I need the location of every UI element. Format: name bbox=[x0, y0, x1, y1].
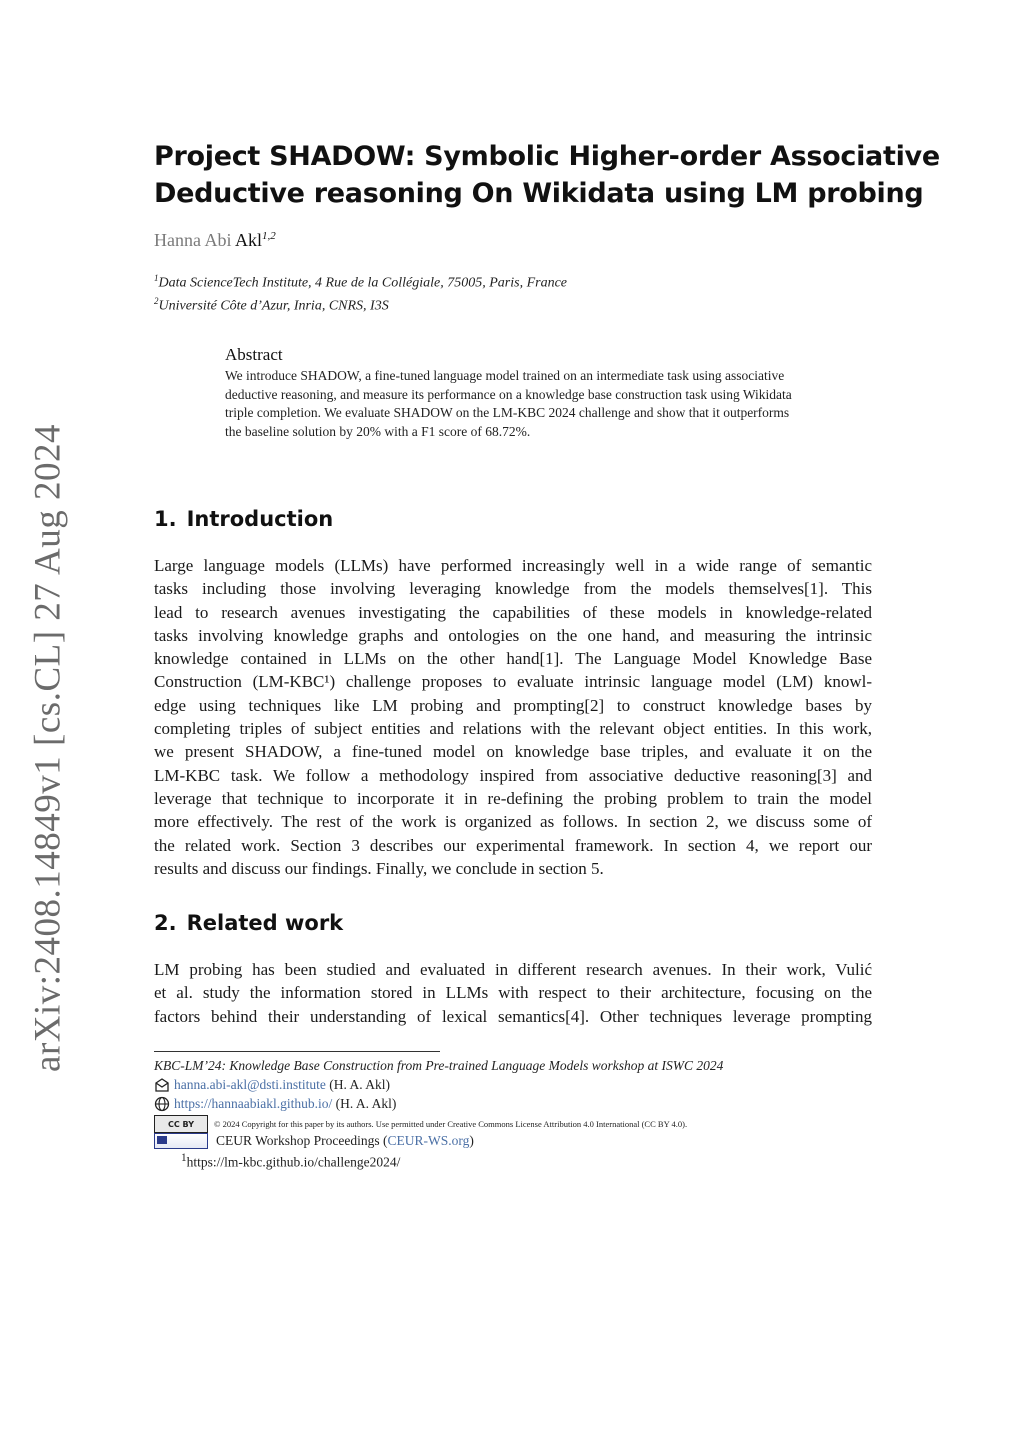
ceur-logo-icon bbox=[154, 1133, 208, 1149]
email-owner: (H. A. Akl) bbox=[329, 1077, 391, 1092]
paragraph-line: tasks involving knowledge graphs and ontologies on the one hand, and measuring the intrinsic bbox=[154, 625, 872, 645]
paragraph-line: tasks including those involving leveraging knowledge from the models themselves[1]. This bbox=[154, 579, 872, 599]
related-work-paragraph bbox=[154, 958, 872, 1028]
title-line: Project SHADOW: Symbolic Higher-order Associative bbox=[154, 141, 940, 172]
abstract-line: triple completion. We evaluate SHADOW on the LM-KBC 2024 challenge and show that it outperforms bbox=[225, 405, 790, 421]
footnote-divider bbox=[154, 1051, 440, 1052]
email-link[interactable]: hanna.abi-akl@dsti.institute bbox=[174, 1077, 326, 1092]
section-heading-introduction bbox=[154, 507, 333, 531]
copyright-text: © 2024 Copyright for this paper by its authors. Use permitted under Creative Commons License Attribution 4.0 International (CC BY 4.0). bbox=[214, 1119, 688, 1129]
paragraph-line: knowledge contained in LLMs on the other hand[1]. The Language Model Knowledge Base bbox=[154, 649, 872, 669]
paragraph-line: Construction (LM-KBC¹) challenge proposes to evaluate intrinsic language model (LM) knowl- bbox=[154, 672, 872, 692]
author bbox=[154, 230, 276, 251]
paragraph-line: edge using techniques like LM probing and prompting[2] to construct knowledge bases by bbox=[154, 695, 872, 715]
paragraph-line: more effectively. The rest of the work is organized as follows. In section 2, we discuss some of bbox=[154, 812, 872, 832]
website-link[interactable]: https://hannaabiakl.github.io/ bbox=[174, 1096, 333, 1111]
paragraph-line: factors behind their understanding of lexical semantics[4]. Other techniques leverage prompting bbox=[154, 1006, 872, 1026]
footnote-ceur-row bbox=[154, 1133, 474, 1149]
author-first-name: Hanna Abi bbox=[154, 230, 232, 250]
affiliation-2 bbox=[154, 296, 389, 315]
footnote-website-row bbox=[154, 1096, 396, 1112]
affiliation-1 bbox=[154, 273, 567, 292]
abstract-body bbox=[225, 367, 873, 441]
paragraph-line: et al. study the information stored in LLMs with respect to their architecture, focusing on the bbox=[154, 983, 872, 1003]
affiliation-text: Data ScienceTech Institute, 4 Rue de la Collégiale, 75005, Paris, France bbox=[158, 275, 568, 291]
abstract-line: deductive reasoning, and measure its performance on a knowledge base construction task using Wikidata bbox=[225, 386, 792, 402]
paragraph-line: LM-KBC task. We follow a methodology inspired from associative deductive reasoning[3] and bbox=[154, 765, 872, 785]
globe-icon bbox=[154, 1096, 170, 1112]
paragraph-line: LM probing has been studied and evaluated in different research avenues. In their work, Vulić bbox=[154, 960, 872, 979]
paragraph-line: the related work. Section 3 describes our experimental framework. In section 4, we report our bbox=[154, 835, 872, 855]
paper-title bbox=[154, 138, 940, 212]
abstract-line: the baseline solution by 20% with a F1 score of 68.72%. bbox=[225, 423, 531, 439]
paragraph-line: completing triples of subject entities and relations with the relevant object entities. In this work, bbox=[154, 719, 872, 739]
affiliation-text: Université Côte d’Azur, Inria, CNRS, I3S bbox=[158, 298, 389, 314]
affiliation-mark: 1 bbox=[154, 273, 159, 283]
arxiv-identifier-text: arXiv:2408.14849v1 [cs.CL] 27 Aug 2024 bbox=[27, 424, 69, 1072]
ceur-link[interactable]: CEUR-WS.org bbox=[387, 1133, 470, 1148]
footnote-copyright-row bbox=[154, 1115, 687, 1133]
section-number: 1. bbox=[154, 507, 177, 531]
paragraph-line: Large language models (LLMs) have performed increasingly well in a wide range of semantic bbox=[154, 556, 872, 575]
paragraph-line: we present SHADOW, a fine-tuned model on knowledge base triples, and evaluate it on the bbox=[154, 742, 872, 762]
footnote-1 bbox=[181, 1152, 400, 1171]
website-owner: (H. A. Akl) bbox=[335, 1096, 397, 1111]
paragraph-line: results and discuss our findings. Finally, we conclude in section 5. bbox=[154, 858, 604, 878]
introduction-paragraph bbox=[154, 554, 872, 880]
abstract-heading: Abstract bbox=[225, 345, 283, 364]
arxiv-identifier bbox=[22, 424, 74, 1072]
footnote-1-text: https://lm-kbc.github.io/challenge2024/ bbox=[186, 1154, 401, 1170]
footnote-email-row bbox=[154, 1077, 390, 1093]
paragraph-line: leverage that technique to incorporate it in re-defining the probing problem to train the model bbox=[154, 788, 872, 808]
footnote-mark: 1 bbox=[181, 1152, 187, 1164]
footnote-venue: KBC-LM’24: Knowledge Base Construction from Pre-trained Language Models workshop at ISWC 2024 bbox=[154, 1058, 724, 1073]
affiliation-mark: 2 bbox=[154, 296, 159, 306]
abstract-line: We introduce SHADOW, a fine-tuned language model trained on an intermediate task using associative bbox=[225, 368, 785, 383]
cc-license-badge: CC BY bbox=[154, 1115, 208, 1133]
section-heading-related-work bbox=[154, 911, 343, 935]
author-last-name: Akl bbox=[235, 230, 262, 250]
ceur-text: CEUR Workshop Proceedings ( bbox=[216, 1133, 388, 1148]
envelope-icon bbox=[154, 1077, 170, 1093]
section-title: Related work bbox=[186, 911, 344, 935]
title-line: Deductive reasoning On Wikidata using LM probing bbox=[154, 178, 924, 209]
section-number: 2. bbox=[154, 911, 177, 935]
section-title: Introduction bbox=[186, 507, 334, 531]
author-affiliation-marks: 1,2 bbox=[262, 230, 276, 242]
paragraph-line: lead to research avenues investigating the capabilities of these models in knowledge-related bbox=[154, 602, 872, 622]
ceur-close: ) bbox=[469, 1133, 474, 1148]
